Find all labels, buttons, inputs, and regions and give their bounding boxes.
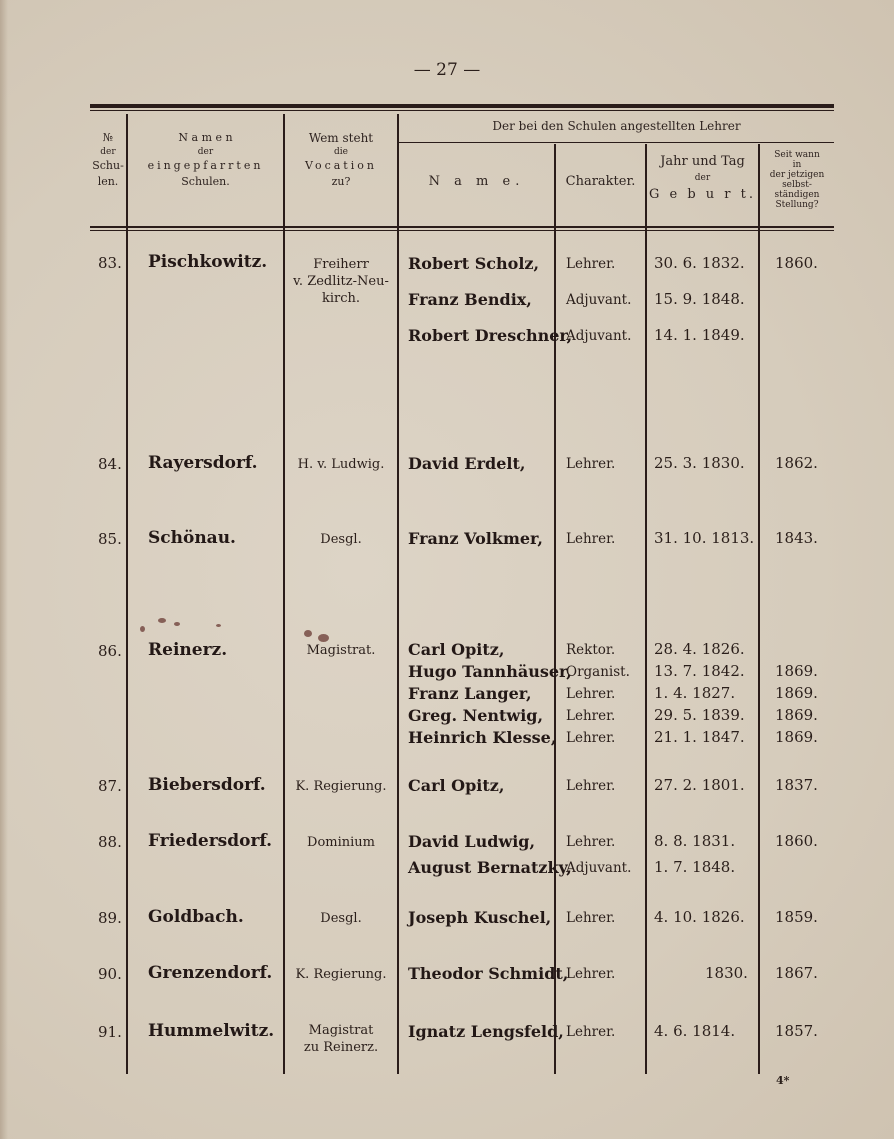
teacher-since: 1859. [775, 908, 818, 926]
teacher-since: 1857. [775, 1022, 818, 1040]
teacher-name: Greg. Nentwig, [408, 706, 544, 725]
row-87-school: Biebersdorf. [148, 775, 266, 795]
teacher-birth: 31. 10. 1813. [654, 529, 755, 547]
col-divider-1 [126, 114, 128, 1074]
teacher-character: Adjuvant. [566, 860, 632, 876]
header-vocation: Wem steht die Vocation zu? [305, 131, 377, 188]
teacher-name: Carl Opitz, [408, 640, 505, 659]
signature-mark: 4* [776, 1074, 790, 1087]
header-since: Seit wann in der jetzigen selbst- ständigen Stellung? [769, 150, 825, 210]
teacher-since: 1860. [775, 254, 818, 272]
teacher-since: 1869. [775, 728, 818, 746]
row-85-patron: Desgl. [320, 532, 362, 547]
teacher-name: Hugo Tannhäuser, [408, 662, 572, 681]
header-teachers-group: Der bei den Schulen angestellten Lehrer [492, 119, 741, 133]
teacher-character: Lehrer. [566, 708, 616, 724]
teacher-birth: 21. 1. 1847. [654, 728, 745, 746]
teacher-since: 1860. [775, 832, 818, 850]
teacher-character: Lehrer. [566, 256, 616, 272]
teacher-name: David Ludwig, [408, 832, 536, 851]
header-character: Charakter. [565, 174, 636, 189]
row-83-school: Pischkowitz. [148, 252, 268, 272]
row-86-number: 86. [98, 642, 122, 660]
ink-stain [304, 630, 312, 637]
row-88-patron: Dominium [307, 835, 375, 850]
teacher-character: Organist. [566, 664, 630, 680]
col-divider-4 [554, 144, 556, 1074]
teacher-name: Franz Bendix, [408, 290, 532, 309]
row-89-school: Goldbach. [148, 907, 244, 927]
row-87-number: 87. [98, 777, 122, 795]
col-divider-6 [758, 144, 760, 1074]
teacher-birth: 28. 4. 1826. [654, 640, 745, 658]
teacher-name: David Erdelt, [408, 454, 526, 473]
row-84-patron: H. v. Ludwig. [297, 457, 385, 472]
teacher-character: Lehrer. [566, 686, 616, 702]
teacher-birth: 29. 5. 1839. [654, 706, 745, 724]
header-birth: Jahr und Tag der G e b u r t. [648, 154, 756, 202]
teacher-birth: 1. 7. 1848. [654, 858, 736, 876]
teacher-character: Lehrer. [566, 531, 616, 547]
ink-stain [216, 624, 221, 627]
header-no: № der Schu- len. [92, 131, 124, 188]
top-rule-thick [90, 104, 834, 108]
row-91-school: Hummelwitz. [148, 1021, 275, 1041]
row-85-number: 85. [98, 530, 122, 548]
teacher-since: 1837. [775, 776, 818, 794]
row-90-patron: K. Regierung. [295, 967, 387, 982]
teacher-birth: 1830. [705, 964, 748, 982]
teacher-since: 1867. [775, 964, 818, 982]
teacher-name: Ignatz Lengsfeld, [408, 1022, 564, 1041]
teacher-character: Lehrer. [566, 778, 616, 794]
teachers-table [90, 104, 834, 1074]
teacher-name: Heinrich Klesse, [408, 728, 557, 747]
header-school-names: N a m e n der eingepfarrten Schulen. [147, 131, 264, 188]
header-bottom-rule [90, 226, 834, 228]
row-90-school: Grenzendorf. [148, 963, 273, 983]
teacher-character: Lehrer. [566, 910, 616, 926]
row-88-school: Friedersdorf. [148, 831, 273, 851]
teacher-character: Rektor. [566, 642, 616, 658]
row-90-number: 90. [98, 965, 122, 983]
col-divider-3 [397, 114, 399, 1074]
group-header-rule [399, 142, 834, 143]
teacher-birth: 14. 1. 1849. [654, 326, 745, 344]
row-91-patron: Magistrat zu Reinerz. [303, 1023, 379, 1055]
row-86-school: Reinerz. [148, 640, 228, 660]
page-number: — 27 — [413, 60, 481, 80]
teacher-birth: 27. 2. 1801. [654, 776, 745, 794]
row-84-school: Rayersdorf. [148, 453, 258, 473]
ink-stain [158, 618, 166, 623]
teacher-birth: 13. 7. 1842. [654, 662, 745, 680]
row-89-number: 89. [98, 909, 122, 927]
teacher-since: 1862. [775, 454, 818, 472]
teacher-character: Adjuvant. [566, 328, 632, 344]
teacher-character: Lehrer. [566, 1024, 616, 1040]
teacher-birth: 15. 9. 1848. [654, 290, 745, 308]
row-83-patron: Freiherr v. Zedlitz-Neu- kirch. [293, 257, 389, 306]
ink-stain [174, 622, 180, 626]
teacher-name: August Bernatzky, [408, 858, 572, 877]
teacher-name: Robert Dreschner, [408, 326, 573, 345]
ink-stain [318, 634, 329, 642]
teacher-character: Lehrer. [566, 730, 616, 746]
teacher-character: Lehrer. [566, 834, 616, 850]
row-89-patron: Desgl. [320, 911, 362, 926]
teacher-since: 1869. [775, 662, 818, 680]
header-bottom-rule-2 [90, 230, 834, 231]
row-83-number: 83. [98, 254, 122, 272]
teacher-name: Robert Scholz, [408, 254, 540, 273]
teacher-character: Lehrer. [566, 456, 616, 472]
row-85-school: Schönau. [148, 528, 236, 548]
header-teacher-name: N a m e. [428, 174, 525, 189]
row-87-patron: K. Regierung. [295, 779, 387, 794]
row-91-number: 91. [98, 1023, 122, 1041]
teacher-name: Joseph Kuschel, [408, 908, 552, 927]
teacher-since: 1869. [775, 706, 818, 724]
page-binding-edge [0, 0, 8, 1139]
top-rule-thin [90, 110, 834, 111]
row-86-patron: Magistrat. [306, 643, 376, 658]
teacher-name: Franz Volkmer, [408, 529, 543, 548]
teacher-name: Carl Opitz, [408, 776, 505, 795]
teacher-birth: 25. 3. 1830. [654, 454, 745, 472]
teacher-character: Lehrer. [566, 966, 616, 982]
teacher-character: Adjuvant. [566, 292, 632, 308]
teacher-since: 1843. [775, 529, 818, 547]
ink-stain [140, 626, 145, 632]
teacher-birth: 1. 4. 1827. [654, 684, 736, 702]
teacher-birth: 4. 10. 1826. [654, 908, 745, 926]
row-84-number: 84. [98, 455, 122, 473]
teacher-birth: 30. 6. 1832. [654, 254, 745, 272]
teacher-birth: 8. 8. 1831. [654, 832, 736, 850]
col-divider-5 [645, 144, 647, 1074]
row-88-number: 88. [98, 833, 122, 851]
teacher-name: Theodor Schmidt, [408, 964, 569, 983]
teacher-since: 1869. [775, 684, 818, 702]
teacher-name: Franz Langer, [408, 684, 532, 703]
teacher-birth: 4. 6. 1814. [654, 1022, 736, 1040]
